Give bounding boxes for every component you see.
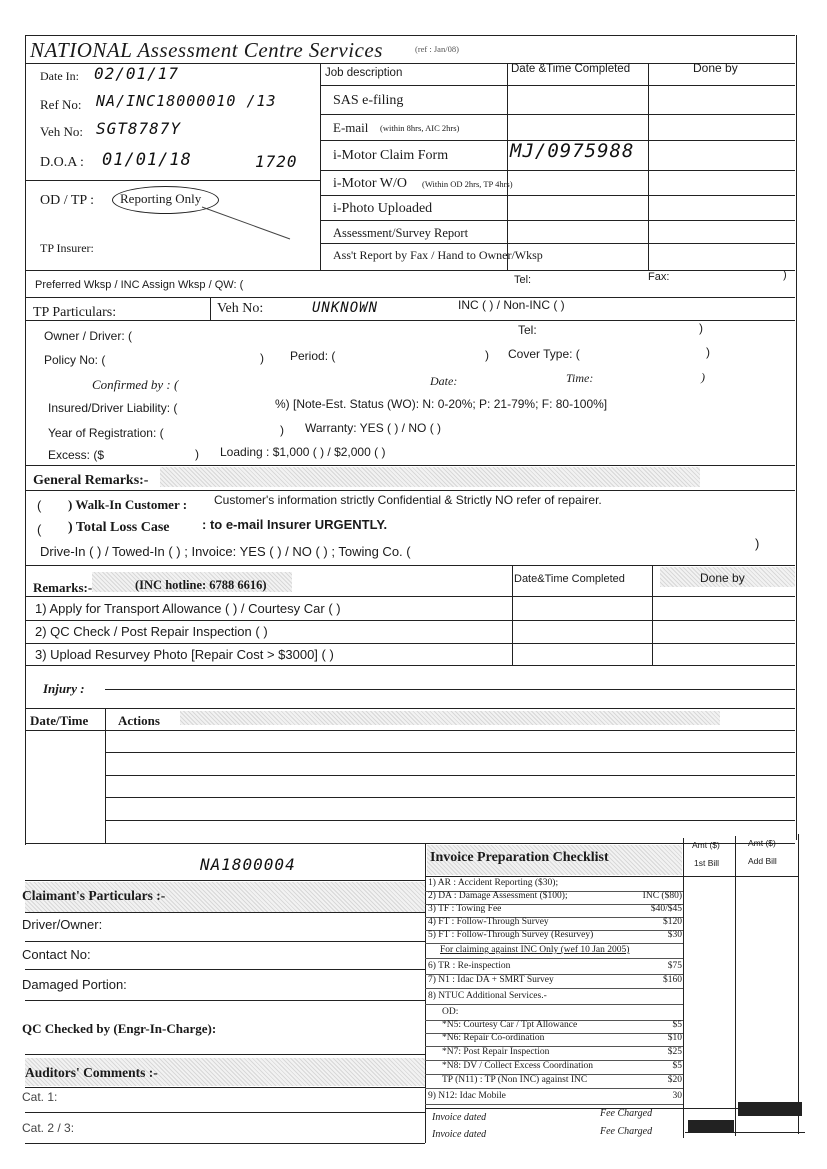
od-tp-label: OD / TP : [40,193,95,208]
ref-no-label: Ref No: [40,97,82,112]
towing-close: ) [755,536,760,551]
invoice-item-label: 1) AR : Accident Reporting ($30); [428,878,559,888]
invoice-item-label: 6) TR : Re-inspection [428,961,511,971]
invoice-item-amount: $10 [667,1033,682,1043]
tp-warranty: Warranty: YES ( ) / NO ( ) [305,421,442,435]
tp-cover-type: Cover Type: ( [508,347,580,361]
remark-item-2: 2) QC Check / Post Repair Inspection ( ) [35,624,268,639]
fee-charged-1: Fee Charged [600,1108,653,1119]
walk-in-open: ( [37,498,42,513]
invoice-item-label: 9) N12: Idac Mobile [428,1091,506,1101]
contact-no-label: Contact No: [22,947,91,962]
total-loss-text: : to e-mail Insurer URGENTLY. [202,517,388,532]
invoice-item-label: *N5: Courtesy Car / Tpt Allowance [442,1020,578,1030]
invoice-amt1: Amt ($) [692,840,720,850]
invoice-item-amount: 30 [672,1091,682,1101]
job-imotor-wo: i-Motor W/O [333,176,408,191]
job-report-fax: Ass't Report by Fax / Hand to Owner/Wksp [333,248,543,262]
remark-item-1: 1) Apply for Transport Allowance ( ) / Courtesy Car ( ) [35,601,341,616]
preferred-close: ) [783,269,787,281]
doa-time: 1720 [255,152,298,171]
injury-label: Injury : [43,681,85,696]
preferred-fax-label: Fax: [648,271,670,283]
pen-stroke [200,205,300,245]
tp-time: Time: [566,371,594,385]
invoice-item-amount: $20 [667,1075,682,1085]
tp-date: Date: [430,374,458,388]
remarks-title: Remarks:- [33,580,93,595]
date-in-label: Date In: [40,69,79,83]
tp-excess-close: ) [195,447,199,461]
job-iphoto-uploaded: i-Photo Uploaded [333,201,433,216]
invoice-item-label: 4) FT : Follow-Through Survey [428,917,549,927]
invoice-item-amount: $5 [672,1061,682,1071]
fee-charged-2: Fee Charged [600,1126,653,1137]
invoice-item-label: 2) DA : Damage Assessment ($100); [428,891,568,901]
claimant-ref-value: NA1800004 [200,855,296,874]
preferred-wksp-label: Preferred Wksp / INC Assign Wksp / QW: ( [35,279,244,291]
tp-loading: Loading : $1,000 ( ) / $2,000 ( ) [220,445,386,459]
invoice-item-amount: $120 [663,917,682,927]
preferred-tel-label: Tel: [514,274,532,286]
invoice-item-label: *N7: Post Repair Inspection [442,1047,550,1057]
drive-in-line: Drive-In ( ) / Towed-In ( ) ; Invoice: YES ( ) / NO ( ) ; Towing Co. ( [40,544,411,559]
invoice-item-label: 8) NTUC Additional Services.- [428,991,547,1001]
ref-no-value: NA/INC18000010 /13 [96,92,277,110]
job-email: E-mail [333,120,369,135]
invoice-item-label: 7) N1 : Idac DA + SMRT Survey [428,975,554,985]
general-remarks-title: General Remarks:- [33,473,149,488]
tp-confirmed-by: Confirmed by : ( [92,377,179,392]
invoice-amt2: Amt ($) [748,838,776,848]
tp-particulars-label: TP Particulars: [33,305,117,320]
veh-no-value: SGT8787Y [96,119,182,138]
invoice-add-bill: Add Bill [748,856,777,866]
tp-confirmed-close: ) [701,370,705,384]
driver-owner-label: Driver/Owner: [22,917,103,932]
invoice-item-amount: $5 [672,1020,682,1030]
form-ref-note: (ref : Jan/08) [415,44,459,54]
total-loss-label: ) Total Loss Case [68,520,170,535]
tp-veh-no-value: UNKNOWN [312,300,379,316]
walk-in-text: Customer's information strictly Confidential & Strictly NO refer of repairer. [214,493,602,507]
job-imotor-claim-form: i-Motor Claim Form [333,148,449,163]
job-wo-note: (Within OD 2hrs, TP 4hrs) [422,179,513,189]
tp-cover-close: ) [706,345,710,359]
tp-period: Period: ( [290,349,336,363]
tp-veh-no-label: Veh No: [217,301,264,316]
qc-checked-label: QC Checked by (Engr-In-Charge): [22,1021,217,1036]
cat-23-label: Cat. 2 / 3: [22,1121,75,1135]
tp-liability: Insured/Driver Liability: ( [48,401,178,415]
invoice-item-label: *N6: Repair Co-ordination [442,1033,545,1043]
invoice-item-amount: $30 [667,930,682,940]
veh-no-label: Veh No: [40,124,83,139]
tp-period-close: ) [485,348,489,362]
invoice-dated-2: Invoice dated [432,1129,487,1140]
invoice-1st-bill: 1st Bill [694,858,720,868]
form-title: NATIONAL Assessment Centre Services [30,38,383,62]
tp-inc-option: INC ( ) / Non-INC ( ) [458,298,565,312]
job-email-note: (within 8hrs, AIC 2hrs) [380,123,460,133]
walk-in-label: ) Walk-In Customer : [68,497,188,512]
invoice-item-amount: $25 [667,1047,682,1057]
date-time-completed-header: Date &Time Completed [511,63,631,75]
remarks-done-by-header: Done by [700,571,745,585]
invoice-item-label: TP (N11) : TP (Non INC) against INC [442,1075,588,1085]
job-assessment-report: Assessment/Survey Report [333,226,469,240]
invoice-item-label: 5) FT : Follow-Through Survey (Resurvey) [428,930,594,940]
remarks-date-time-header: Date&Time Completed [514,573,625,585]
auditors-comments-title: Auditors' Comments :- [25,1065,158,1080]
cat-1-label: Cat. 1: [22,1090,58,1104]
invoice-item-amount: $40/$45 [650,904,682,914]
inc-hotline: (INC hotline: 6788 6616) [135,578,267,592]
remark-item-3: 3) Upload Resurvey Photo [Repair Cost > $3000] ( ) [35,647,334,662]
invoice-item-label: 3) TF : Towing Fee [428,904,502,914]
tp-tel: Tel: [518,323,537,337]
tp-excess: Excess: ($ [48,448,105,462]
invoice-dated-1: Invoice dated [432,1112,487,1123]
date-in-value: 02/01/17 [94,64,180,83]
claimant-particulars-title: Claimant's Particulars :- [22,888,166,903]
invoice-item-amount: INC ($80) [642,891,682,901]
invoice-checklist-title: Invoice Preparation Checklist [430,850,609,865]
job-description-header: Job description [325,67,403,79]
tp-policy-no: Policy No: ( [44,353,106,367]
doa-value: 01/01/18 [102,150,192,170]
date-time-header: Date/Time [30,713,89,728]
invoice-item-label: *N8: DV / Collect Excess Coordination [442,1061,594,1071]
invoice-item-label: For claiming against INC Only (wef 10 Jan 2005) [440,945,630,955]
tp-year-close: ) [280,423,284,437]
reporting-only-label: Reporting Only [120,191,202,206]
damaged-portion-label: Damaged Portion: [22,977,127,992]
actions-header: Actions [118,713,160,728]
claim-form-value: MJ/0975988 [510,140,635,162]
invoice-item-amount: $160 [663,975,682,985]
done-by-header: Done by [693,61,738,75]
tp-insurer-label: TP Insurer: [40,241,94,255]
total-loss-open: ( [37,522,42,537]
tp-policy-close: ) [260,351,264,365]
tp-liability-note: %) [Note-Est. Status (WO): N: 0-20%; P: 21-79%; F: 80-100%] [275,397,608,411]
stamp-mark-1 [738,1102,802,1116]
stamp-mark-2 [688,1120,734,1132]
tp-year-registration: Year of Registration: ( [48,426,164,440]
invoice-item-label: OD: [442,1007,459,1017]
doa-label: D.O.A : [40,155,84,170]
job-sas-efiling: SAS e-filing [333,93,404,108]
tp-owner-driver: Owner / Driver: ( [44,329,133,343]
tp-tel-close: ) [699,321,703,335]
invoice-item-amount: $75 [667,961,682,971]
